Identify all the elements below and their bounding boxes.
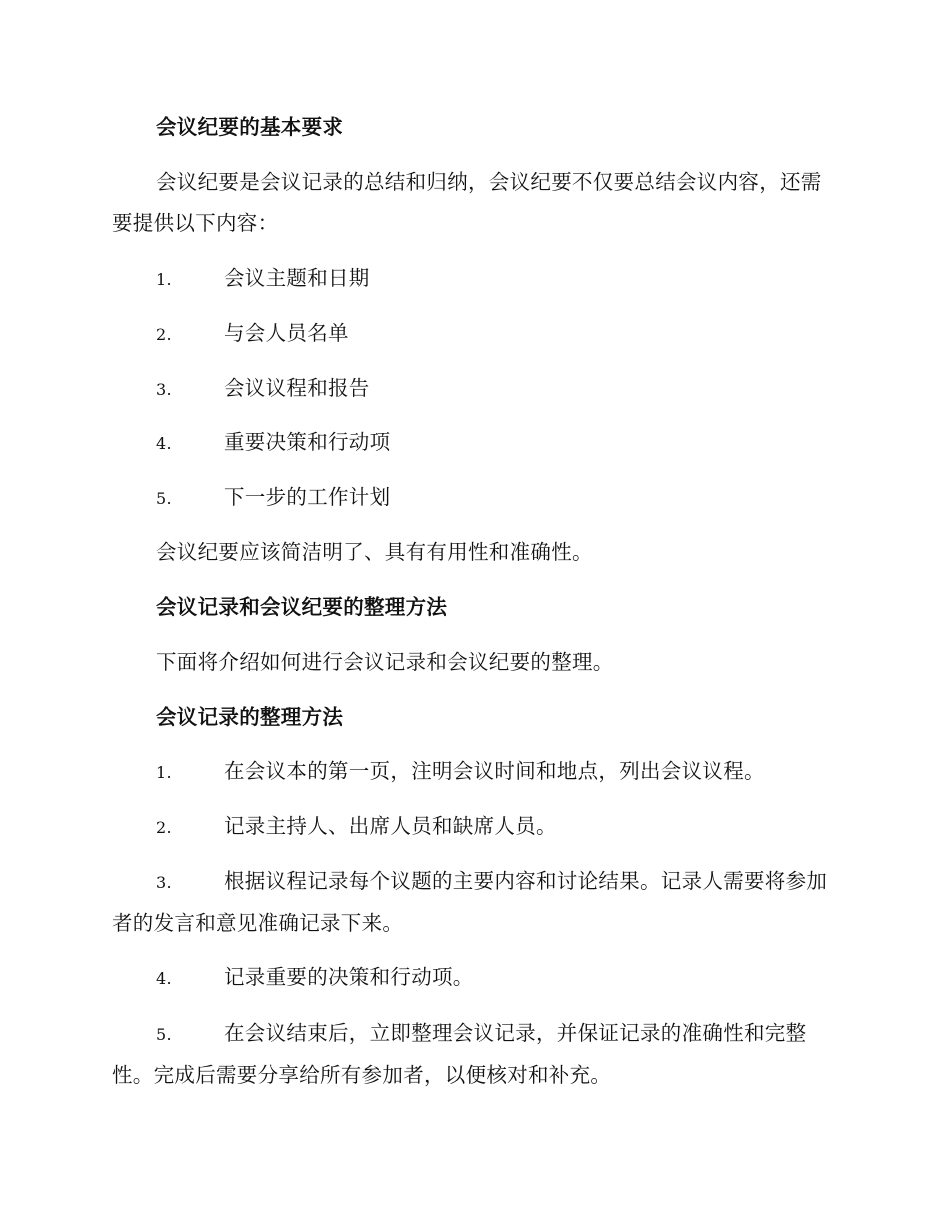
list-item-text: 会议议程和报告 bbox=[224, 376, 370, 400]
list-item bbox=[112, 861, 834, 944]
list-item bbox=[112, 313, 834, 355]
list-item-text: 与会人员名单 bbox=[224, 321, 349, 345]
list-item-text: 记录主持人、出席人员和缺席人员。 bbox=[224, 814, 557, 838]
list-item bbox=[112, 806, 834, 848]
section-heading-organizing-methods: 会议记录和会议纪要的整理方法 bbox=[156, 595, 448, 619]
section-heading-record-methods: 会议记录的整理方法 bbox=[156, 705, 344, 729]
list-item-number: 1. bbox=[156, 270, 172, 289]
list-item bbox=[112, 1013, 834, 1096]
list-item-number: 4. bbox=[156, 969, 172, 988]
list-item-text: 记录重要的决策和行动项。 bbox=[224, 965, 474, 989]
paragraph-minutes-summary: 会议纪要应该简洁明了、具有有用性和准确性。 bbox=[156, 540, 593, 564]
list-item-text: 根据议程记录每个议题的主要内容和讨论结果。记录人需要将参加者的发言和意见准确记录下来。 bbox=[112, 869, 828, 935]
list-item bbox=[112, 422, 834, 464]
list-item-number: 2. bbox=[156, 325, 172, 344]
section-heading-basic-requirements: 会议纪要的基本要求 bbox=[156, 115, 344, 139]
list-item-number: 3. bbox=[156, 380, 172, 399]
list-item-number: 5. bbox=[156, 1025, 172, 1044]
list-item bbox=[112, 957, 834, 999]
list-item bbox=[112, 258, 834, 300]
list-item-number: 2. bbox=[156, 818, 172, 837]
list-item-text: 在会议本的第一页，注明会议时间和地点，列出会议议程。 bbox=[224, 759, 765, 783]
paragraph-methods-intro: 下面将介绍如何进行会议记录和会议纪要的整理。 bbox=[156, 650, 614, 674]
list-item bbox=[112, 477, 834, 519]
list-item bbox=[112, 368, 834, 410]
paragraph-minutes-intro: 会议纪要是会议记录的总结和归纳，会议纪要不仅要总结会议内容，还需要提供以下内容： bbox=[112, 170, 822, 235]
list-item-number: 1. bbox=[156, 763, 172, 782]
list-item-text: 下一步的工作计划 bbox=[224, 485, 391, 509]
list-item bbox=[112, 751, 834, 793]
list-item-text: 会议主题和日期 bbox=[224, 266, 370, 290]
list-item-text: 在会议结束后，立即整理会议记录，并保证记录的准确性和完整性。完成后需要分享给所有参加者，以便核对和补充。 bbox=[112, 1021, 807, 1087]
list-item-number: 4. bbox=[156, 434, 172, 453]
list-item-text: 重要决策和行动项 bbox=[224, 430, 391, 454]
list-item-number: 5. bbox=[156, 489, 172, 508]
list-item-number: 3. bbox=[156, 873, 172, 892]
